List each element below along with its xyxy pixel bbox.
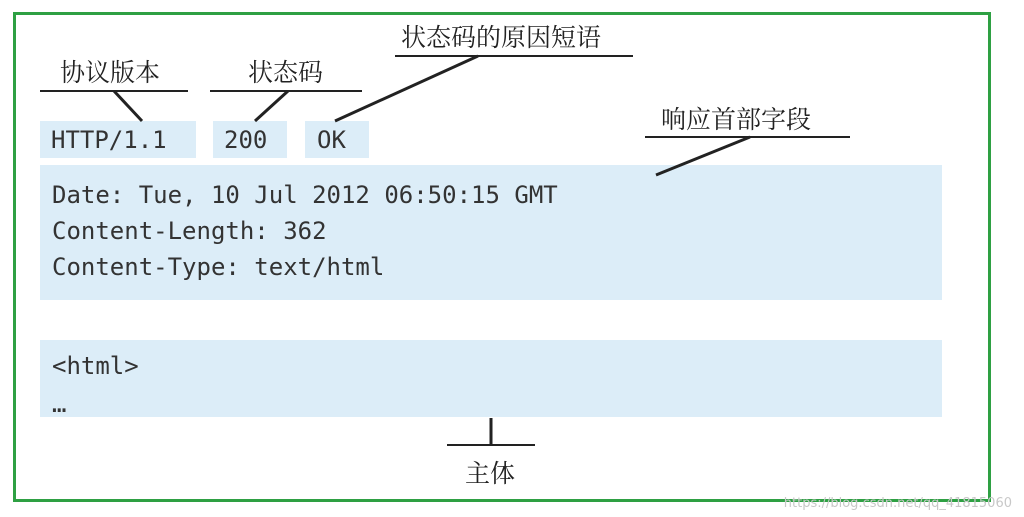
body-label: 主体	[465, 459, 516, 488]
body-line: …	[52, 390, 67, 418]
reason-phrase-connector	[335, 56, 478, 121]
reason-text: OK	[317, 126, 346, 154]
header-line: Content-Type: text/html	[52, 253, 385, 281]
body-line: <html>	[52, 352, 139, 380]
protocol-version-connector	[114, 91, 142, 121]
protocol-version-label: 协议版本	[60, 58, 161, 87]
version-text: HTTP/1.1	[51, 126, 167, 154]
status-code-label: 状态码	[248, 58, 324, 87]
response-headers-label: 响应首部字段	[661, 105, 812, 134]
status-code-text: 200	[224, 126, 268, 154]
reason-phrase-label: 状态码的原因短语	[401, 23, 602, 52]
watermark: https://blog.csdn.net/qq_41815060	[783, 496, 1012, 511]
status-code-connector	[255, 91, 288, 121]
header-line: Content-Length: 362	[52, 217, 327, 245]
header-line: Date: Tue, 10 Jul 2012 06:50:15 GMT	[52, 181, 558, 209]
response-headers-connector	[656, 137, 750, 175]
